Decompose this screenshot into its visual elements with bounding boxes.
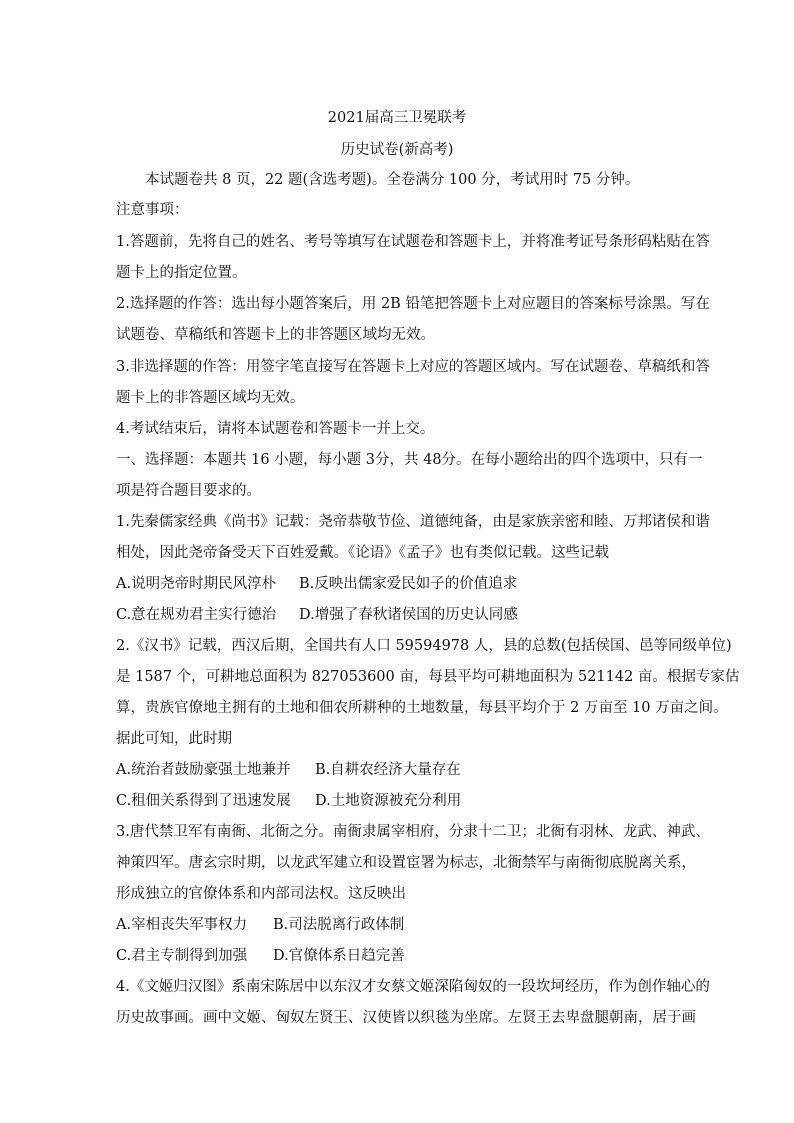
q3-stem-line-3: 形成独立的官僚体系和内部司法权。这反映出	[116, 886, 406, 902]
q3-option-d[interactable]: D.官僚体系日趋完善	[273, 948, 405, 964]
section-heading-line-1: 一、选择题：本题共 16 小题，每小题 3分，共 48分。在每小题给出的四个选项中，只有一	[116, 452, 703, 468]
intro-text: 本试题卷共 8 页，22 题(含选考题)。全卷满分 100 分，考试用时 75 分钟。	[145, 172, 640, 188]
note-2-line-2: 试题卷、草稿纸和答题卡上的非答题区域均无效。	[116, 327, 435, 343]
q2-option-c[interactable]: C.租佃关系得到了迅速发展	[116, 793, 291, 809]
q3-option-a[interactable]: A.宰相丧失军事权力	[116, 917, 248, 933]
q1-stem-line-1: 1.先秦儒家经典《尚书》记载：尧帝恭敬节俭、道德纯备，由是家族亲密和睦、万邦诸侯和谐	[116, 514, 710, 530]
q2-stem-line-4: 据此可知，此时期	[116, 731, 232, 747]
q1-stem-line-2: 相处，因此尧帝备受天下百姓爱戴。《论语》《孟子》也有类似记载。这些记载	[116, 545, 609, 561]
q2-stem-line-1: 2.《汉书》记载，西汉后期，全国共有人口 59594978 人，县的总数(包括侯国、邑等同级单位)	[116, 638, 732, 654]
q2-option-b[interactable]: B.自耕农经济大量存在	[315, 762, 461, 778]
section-heading-line-2: 项是符合题目要求的。	[116, 483, 261, 499]
q2-stem-line-3: 算，贵族官僚地主拥有的土地和佃农所耕种的土地数量，每县平均介于 2 万亩至 10 万亩之间。	[116, 700, 728, 716]
q2-option-d[interactable]: D.土地资源被充分利用	[315, 793, 462, 809]
q1-option-b[interactable]: B.反映出儒家爱民如子的价值追求	[299, 576, 518, 592]
q3-stem-line-2: 神策四军。唐玄宗时期，以龙武军建立和设置宦署为标志，北衙禁军与南衙彻底脱离关系，	[116, 855, 696, 871]
note-3-line-1: 3.非选择题的作答：用签字笔直接写在答题卡上对应的答题区域内。写在试题卷、草稿纸和答	[116, 359, 710, 375]
q3-option-b[interactable]: B.司法脱离行政体制	[273, 917, 405, 933]
note-1-line-1: 1.答题前，先将自己的姓名、考号等填写在试题卷和答题卡上，并将准考证号条形码粘贴在答	[116, 234, 710, 250]
q4-stem-line-1: 4.《文姬归汉图》系南宋陈居中以东汉才女蔡文姬深陷匈奴的一段坎坷经历，作为创作轴心的	[116, 979, 710, 995]
note-2-line-1: 2.选择题的作答：选出每小题答案后，用 2B 铅笔把答题卡上对应题目的答案标号涂黑。写在	[116, 296, 710, 312]
q4-stem-line-2: 历史故事画。画中文姬、匈奴左贤王、汉使皆以织毯为坐席。左贤王去卑盘腿朝南，居于画	[116, 1010, 696, 1026]
q3-stem-line-1: 3.唐代禁卫军有南衙、北衙之分。南衙隶属宰相府，分隶十二卫；北衙有羽林、龙武、神武、	[116, 824, 710, 840]
q2-option-a[interactable]: A.统治者鼓励豪强土地兼并	[116, 762, 291, 778]
q3-option-c[interactable]: C.君主专制得到加强	[116, 948, 248, 964]
note-4-line-1: 4.考试结束后，请将本试题卷和答题卡一并上交。	[116, 421, 435, 437]
note-3-line-2: 题卡上的非答题区域均无效。	[116, 390, 305, 406]
exam-title: 2021届高三卫冕联考	[327, 110, 467, 126]
exam-subtitle: 历史试卷(新高考)	[340, 142, 454, 158]
q1-option-d[interactable]: D.增强了春秋诸侯国的历史认同感	[299, 607, 518, 623]
q1-option-c[interactable]: C.意在规劝君主实行德治	[116, 607, 277, 623]
notes-heading: 注意事项：	[116, 202, 189, 218]
note-1-line-2: 题卡上的指定位置。	[116, 265, 247, 281]
q2-stem-line-2: 是 1587 个，可耕地总面积为 827053600 亩，每县平均可耕地面积为 521142 亩。根据专家估	[116, 669, 740, 685]
q1-option-a[interactable]: A.说明尧帝时期民风淳朴	[116, 576, 277, 592]
